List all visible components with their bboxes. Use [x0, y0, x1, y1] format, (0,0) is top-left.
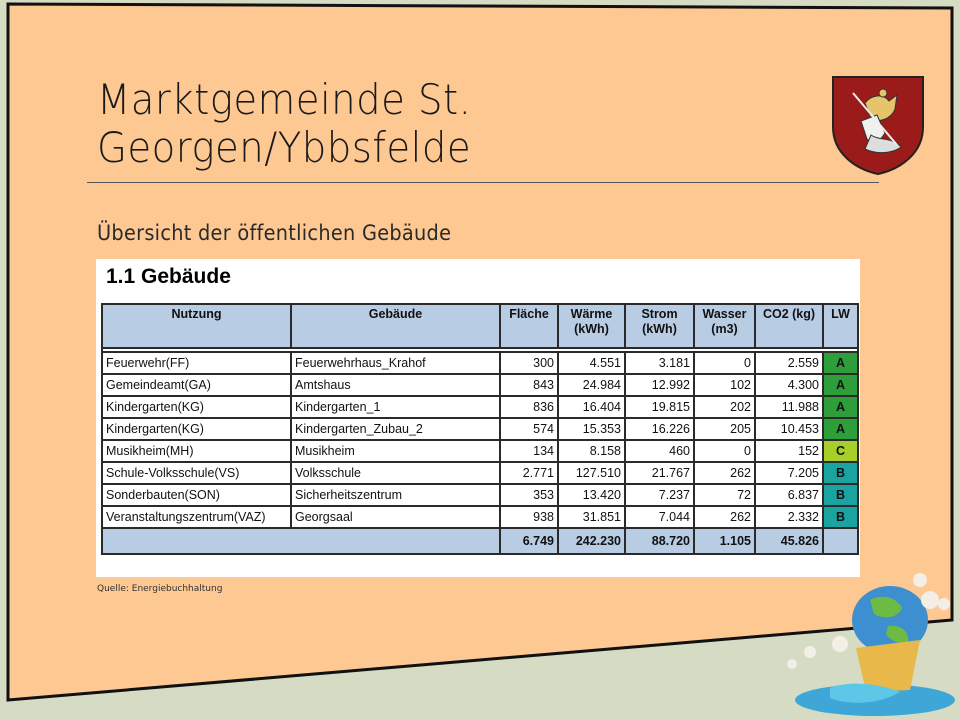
cell-wasser: 0: [694, 352, 755, 374]
cell-co2: 152: [755, 440, 823, 462]
cell-flaeche: 843: [500, 374, 558, 396]
total-lw-empty: [823, 528, 858, 554]
cell-lw-rating: A: [823, 352, 858, 374]
cell-gebaeude: Kindergarten_Zubau_2: [291, 418, 500, 440]
cell-wasser: 262: [694, 506, 755, 528]
cell-wasser: 72: [694, 484, 755, 506]
header-wasser-unit: (m3): [711, 322, 738, 336]
total-waerme: 242.230: [558, 528, 625, 554]
header-waerme-unit: (kWh): [574, 322, 609, 336]
cell-flaeche: 353: [500, 484, 558, 506]
source-note: Quelle: Energiebuchhaltung: [97, 584, 223, 594]
cell-strom: 7.044: [625, 506, 694, 528]
cell-lw-rating: B: [823, 484, 858, 506]
header-flaeche: Fläche: [500, 304, 558, 348]
cell-waerme: 24.984: [558, 374, 625, 396]
cell-nutzung: Veranstaltungszentrum(VAZ): [102, 506, 291, 528]
header-co2: CO2 (kg): [755, 304, 823, 348]
cell-co2: 4.300: [755, 374, 823, 396]
header-wasser-label: Wasser: [702, 307, 747, 321]
cell-co2: 11.988: [755, 396, 823, 418]
buildings-table-panel: [96, 259, 860, 577]
cell-waerme: 16.404: [558, 396, 625, 418]
totals-label-cell: [102, 528, 500, 554]
header-strom-unit: (kWh): [642, 322, 677, 336]
header-wasser: [694, 304, 755, 348]
cell-co2: 6.837: [755, 484, 823, 506]
table-row: [102, 462, 858, 484]
cell-nutzung: Schule-Volksschule(VS): [102, 462, 291, 484]
cell-gebaeude: Georgsaal: [291, 506, 500, 528]
cell-strom: 3.181: [625, 352, 694, 374]
cell-flaeche: 938: [500, 506, 558, 528]
cell-co2: 2.559: [755, 352, 823, 374]
total-wasser: 1.105: [694, 528, 755, 554]
table-row: [102, 352, 858, 374]
table-body: [102, 348, 858, 554]
cell-wasser: 262: [694, 462, 755, 484]
cell-lw-rating: B: [823, 506, 858, 528]
header-gebaeude: Gebäude: [291, 304, 500, 348]
cell-strom: 19.815: [625, 396, 694, 418]
cell-flaeche: 836: [500, 396, 558, 418]
cell-nutzung: Feuerwehr(FF): [102, 352, 291, 374]
cell-gebaeude: Volksschule: [291, 462, 500, 484]
table-totals-row: [102, 528, 858, 554]
cell-strom: 460: [625, 440, 694, 462]
cell-lw-rating: B: [823, 462, 858, 484]
buildings-table: [101, 303, 859, 555]
cell-flaeche: 2.771: [500, 462, 558, 484]
cell-strom: 7.237: [625, 484, 694, 506]
header-nutzung: Nutzung: [102, 304, 291, 348]
table-row: [102, 440, 858, 462]
table-row: [102, 506, 858, 528]
cell-wasser: 205: [694, 418, 755, 440]
cell-nutzung: Kindergarten(KG): [102, 418, 291, 440]
header-lw: LW: [823, 304, 858, 348]
cell-gebaeude: Musikheim: [291, 440, 500, 462]
cell-gebaeude: Sicherheitszentrum: [291, 484, 500, 506]
table-header-row: [102, 304, 858, 348]
cell-co2: 2.332: [755, 506, 823, 528]
cell-waerme: 31.851: [558, 506, 625, 528]
table-row: [102, 374, 858, 396]
cell-gebaeude: Feuerwehrhaus_Krahof: [291, 352, 500, 374]
section-subtitle: Übersicht der öffentlichen Gebäude: [97, 221, 452, 245]
melting-globe-icon: [770, 560, 960, 720]
cell-strom: 16.226: [625, 418, 694, 440]
cell-co2: 10.453: [755, 418, 823, 440]
cell-strom: 21.767: [625, 462, 694, 484]
cell-waerme: 4.551: [558, 352, 625, 374]
cell-co2: 7.205: [755, 462, 823, 484]
panel-title: 1.1 Gebäude: [106, 265, 231, 288]
cell-lw-rating: A: [823, 374, 858, 396]
cell-nutzung: Sonderbauten(SON): [102, 484, 291, 506]
cell-flaeche: 134: [500, 440, 558, 462]
cell-strom: 12.992: [625, 374, 694, 396]
cell-flaeche: 300: [500, 352, 558, 374]
total-flaeche: 6.749: [500, 528, 558, 554]
cell-gebaeude: Amtshaus: [291, 374, 500, 396]
header-waerme-label: Wärme: [570, 307, 613, 321]
cell-gebaeude: Kindergarten_1: [291, 396, 500, 418]
cell-lw-rating: A: [823, 418, 858, 440]
cell-waerme: 8.158: [558, 440, 625, 462]
cell-lw-rating: A: [823, 396, 858, 418]
total-strom: 88.720: [625, 528, 694, 554]
cell-waerme: 15.353: [558, 418, 625, 440]
cell-wasser: 0: [694, 440, 755, 462]
total-co2: 45.826: [755, 528, 823, 554]
cell-lw-rating: C: [823, 440, 858, 462]
cell-wasser: 202: [694, 396, 755, 418]
table-row: [102, 418, 858, 440]
coat-of-arms-icon: [831, 75, 925, 175]
title-line-1: Marktgemeinde St.: [97, 75, 472, 124]
cell-nutzung: Musikheim(MH): [102, 440, 291, 462]
title-divider: [87, 182, 879, 183]
cell-nutzung: Kindergarten(KG): [102, 396, 291, 418]
cell-waerme: 127.510: [558, 462, 625, 484]
cell-waerme: 13.420: [558, 484, 625, 506]
cell-flaeche: 574: [500, 418, 558, 440]
title-line-2: Georgen/Ybbsfelde: [97, 123, 472, 172]
cell-wasser: 102: [694, 374, 755, 396]
header-waerme: [558, 304, 625, 348]
header-strom: [625, 304, 694, 348]
header-strom-label: Strom: [641, 307, 678, 321]
table-row: [102, 484, 858, 506]
cell-nutzung: Gemeindeamt(GA): [102, 374, 291, 396]
page-title: [97, 76, 741, 172]
table-row: [102, 396, 858, 418]
